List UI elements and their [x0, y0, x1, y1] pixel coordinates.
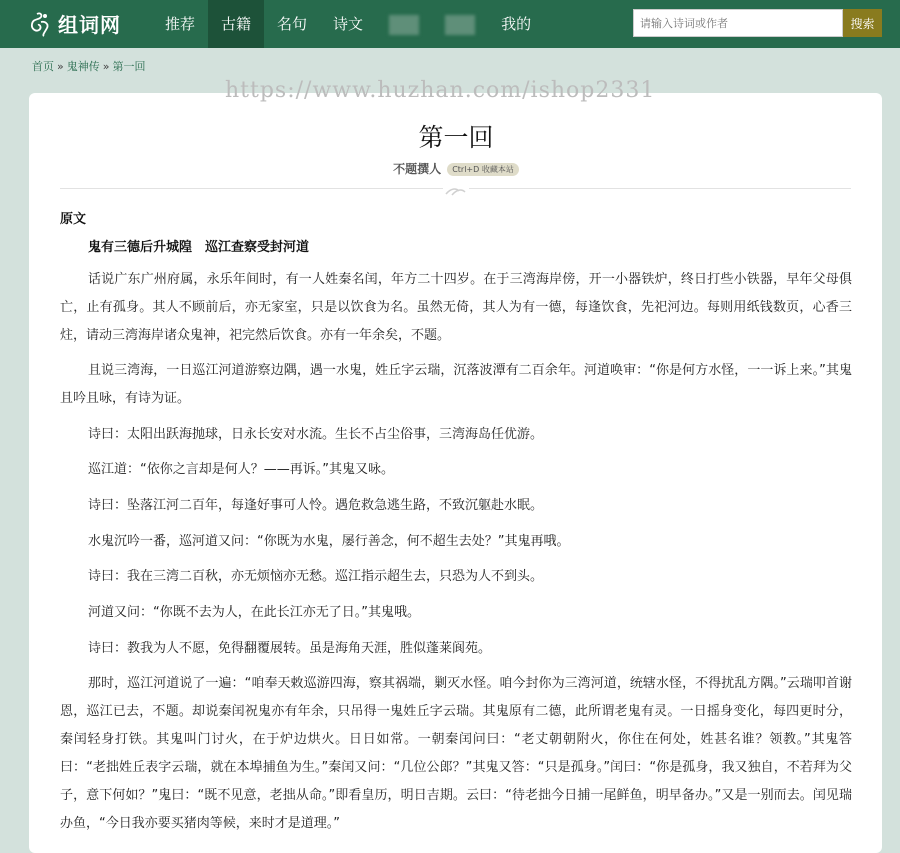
paragraph: 诗曰：坠落江河二百年，每逢好事可人怜。遇危救急逃生路，不致沉躯赴水眠。 [88, 498, 544, 513]
breadcrumb-separator: » [102, 60, 110, 73]
original-text-label: 原文 [60, 212, 87, 227]
breadcrumb-separator: » [57, 60, 64, 73]
paragraph: 话说广东广州府属，永乐年间时，有一人姓秦名闰，年方二十四岁。在于三湾海岸傍，开一小器铁炉，终日打些小铁器，早年父母俱亡，止有孤身。其人不顾前后，亦无家室，只是以饮食为名。虽然无倚，其人为有一德，每逢饮食，先祀河边。每则用纸钱数页，心香三炷，请动三湾海岸诸众鬼神，祀完然后饮食。亦有一年余矣，不题。 [60, 272, 852, 343]
paragraph: 诗曰：太阳出跃海抛球，日永长安对水流。生长不占尘俗事，三湾海岛任优游。 [88, 427, 544, 442]
nav-tab-poetry[interactable]: 诗文 [333, 15, 364, 33]
nav-tab-redacted-1[interactable] [376, 0, 432, 48]
paragraph: 诗曰：我在三湾二百秋，亦无烦恼亦无愁。巡江指示超生去，只恐为人不到头。 [88, 569, 544, 584]
site-logo[interactable] [28, 9, 121, 38]
nav-tab-recommend[interactable]: 推荐 [165, 15, 196, 33]
top-navbar [0, 0, 900, 48]
search-bar [633, 9, 882, 37]
redacted-block [389, 15, 419, 35]
nav-tab-famous-quotes[interactable]: 名句 [277, 15, 308, 33]
breadcrumb-chapter[interactable]: 第一回 [112, 60, 146, 73]
search-input[interactable] [633, 9, 843, 37]
paragraph: 诗曰：教我为人不愿，免得翻覆展转。虽是海角天涯，胜似蓬莱阆苑。 [88, 641, 492, 656]
watermark-text: https://www.huzhan.com/ishop2331 [225, 78, 656, 103]
redacted-block [445, 15, 475, 35]
search-button[interactable]: 搜索 [843, 9, 882, 37]
author-name: 不题撰人 [393, 162, 442, 176]
paragraph: 河道又问：“你既不去为人，在此长江亦无了日。”其鬼哦。 [88, 605, 420, 620]
breadcrumb [32, 58, 145, 74]
paragraph: 巡江道：“依你之言却是何人？——再诉。”其鬼又咏。 [88, 462, 394, 477]
main-nav [152, 0, 544, 48]
chapter-title: 第一回 [418, 123, 494, 152]
divider-ornament-icon [443, 182, 469, 194]
author-row [0, 160, 900, 177]
paragraph: 水鬼沉吟一番，巡河道又问：“你既为水鬼，屡行善念，何不超生去处？”其鬼再哦。 [88, 534, 570, 549]
paragraph: 那时，巡江河道说了一遍：“咱奉天敕巡游四海，察其祸端，剿灭水怪。咱今封你为三湾河道，统辖水怪，不得扰乱方隅。”云瑞叩首谢恩，巡江已去，不题。却说秦闰祝鬼亦有年余，只吊得一鬼姓丘字云瑞。其鬼原有二德，此所谓老鬼有灵。一日摇身变化，每四更时分，秦闰轻身打铁。其鬼叫门讨火，在于炉边烘火。日日如常。一朝秦闰问曰：“老丈朝朝附火，你住在何处，姓甚名谁？领教。”其鬼答曰：“老拙姓丘表字云瑞，就在本埠捕鱼为生。”秦闰又问：“几位公郎？”其鬼又答：“只是孤身。”闰曰：“你是孤身，我又独自，不若拜为父子，意下何如？”鬼曰：“既不见意，老拙从命。”即看皇历，明日吉期。云曰：“待老拙今日捕一尾鲜鱼，明早备办。”又是一别而去。闰见瑞办鱼，“今日我亦要买猪肉等候，来时才是道理。” [60, 676, 852, 831]
paragraph: 且说三湾海，一日巡江河道游察边隅，遇一水鬼，姓丘字云瑞，沉落波潭有二百余年。河道唤审：“你是何方水怪，一一诉上来。”其鬼且吟且咏，有诗为证。 [60, 363, 852, 406]
nav-tab-redacted-2[interactable] [432, 0, 488, 48]
chapter-subheading: 鬼有三德后升城隍 巡江查察受封河道 [88, 240, 310, 255]
breadcrumb-home[interactable]: 首页 [32, 60, 54, 73]
nav-tab-mine[interactable]: 我的 [501, 15, 532, 33]
bookmark-hint-badge[interactable]: Ctrl+D 收藏本站 [447, 163, 519, 176]
logo-text: 组词网 [58, 13, 121, 37]
breadcrumb-book[interactable]: 鬼神传 [66, 60, 100, 73]
logo-icon [28, 10, 52, 38]
nav-tab-ancient-books[interactable]: 古籍 [208, 0, 264, 48]
